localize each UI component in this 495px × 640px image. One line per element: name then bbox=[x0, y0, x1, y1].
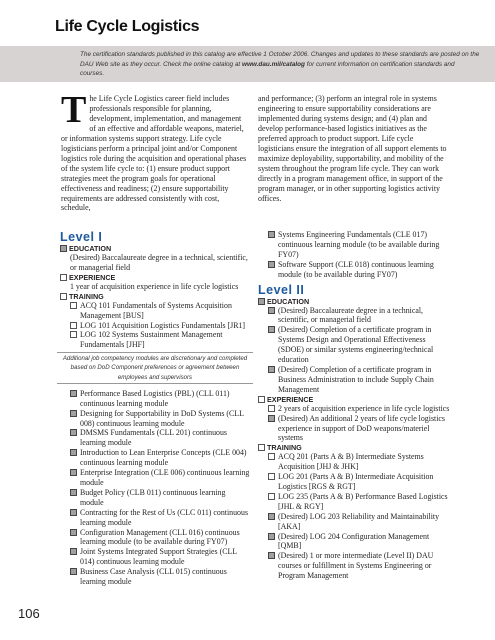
list-item bbox=[60, 428, 250, 448]
level-one-heading: Level I bbox=[60, 230, 103, 244]
checkbox-icon bbox=[70, 489, 77, 496]
notice-suffix: for current information on certification standards and courses. bbox=[80, 60, 455, 78]
list-item-text: (Desired) Completion of a certificate program in Systems Design and Operational Effectiveness (SDOE) or similar systems engineering/technical education bbox=[278, 325, 434, 365]
level-one-education-heading bbox=[60, 244, 250, 253]
level-one-training-heading bbox=[60, 292, 250, 301]
level-two-column bbox=[258, 230, 453, 581]
checkbox-icon bbox=[268, 493, 275, 500]
list-item bbox=[60, 448, 250, 468]
list-item bbox=[258, 404, 453, 414]
level-two-training-heading bbox=[258, 443, 453, 452]
level-one-experience-heading bbox=[60, 273, 250, 282]
list-item bbox=[60, 547, 250, 567]
list-item-text: Systems Engineering Fundamentals (CLE 017) continuous learning module (to be available during FY07) bbox=[278, 230, 440, 259]
list-item bbox=[60, 301, 250, 321]
section-label: TRAINING bbox=[267, 443, 302, 453]
list-item bbox=[60, 508, 250, 528]
list-item-text: LOG 201 (Parts A & B) Intermediate Acquisition Logistics [RGS & RGT] bbox=[278, 472, 434, 492]
checkbox-icon bbox=[258, 396, 265, 403]
checkbox-icon bbox=[70, 529, 77, 536]
checkbox-icon bbox=[268, 453, 275, 460]
list-item bbox=[60, 330, 250, 350]
list-item-text: (Desired) LOG 203 Reliability and Maintainability [AKA] bbox=[278, 511, 440, 531]
checkbox-icon bbox=[268, 415, 275, 422]
list-item-text: (Desired) An additional 2 years of life cycle logistics experience in support of DoD weapons/materiel systems bbox=[278, 413, 445, 443]
checkbox-icon bbox=[70, 469, 77, 476]
list-item-text: Enterprise Integration (CLE 006) continuous learning module bbox=[80, 468, 250, 488]
list-item-text: Configuration Management (CLL 016) continuous learning module (to be available during FY07) bbox=[80, 527, 240, 547]
list-item-text: Software Support (CLE 018) continuous learning module (to be available during FY07) bbox=[278, 259, 434, 279]
checkbox-icon bbox=[70, 390, 77, 397]
checkbox-icon bbox=[268, 366, 275, 373]
checkbox-icon bbox=[70, 548, 77, 555]
checkbox-icon bbox=[268, 533, 275, 540]
notice-prefix: The certification standards published in this catalog are effective 1 October 2006. Changes and updates to these standards are posted on the DAU Web site as they occur. Check the online catalog at bbox=[80, 51, 480, 68]
checkbox-icon bbox=[258, 444, 265, 451]
checkbox-icon bbox=[70, 410, 77, 417]
page-number: 106 bbox=[18, 606, 40, 621]
checkbox-icon bbox=[70, 331, 77, 338]
checkbox-icon bbox=[70, 322, 77, 329]
list-item-text: Contracting for the Rest of Us (CLC 011) continuous learning module bbox=[80, 507, 249, 527]
list-item bbox=[60, 389, 250, 409]
checkbox-icon bbox=[268, 307, 275, 314]
checkbox-icon bbox=[70, 429, 77, 436]
list-item bbox=[60, 409, 250, 429]
list-item-text: LOG 101 Acquisition Logistics Fundamentals [JR1] bbox=[80, 320, 246, 330]
checkbox-icon bbox=[268, 513, 275, 520]
list-item bbox=[258, 325, 453, 365]
list-item-text: Performance Based Logistics (PBL) (CLL 011) continuous learning module bbox=[80, 388, 230, 408]
list-item-text: (Desired) Completion of a certificate program in Business Administration to include Supply Chain Management bbox=[278, 364, 434, 394]
list-item bbox=[258, 532, 453, 552]
list-item-text: ACQ 201 (Parts A & B) Intermediate Systems Acquisition [JHJ & JHK] bbox=[278, 452, 424, 472]
checkbox-icon bbox=[268, 326, 275, 333]
checkbox-icon bbox=[268, 261, 275, 268]
list-item bbox=[258, 306, 453, 326]
list-item-text: LOG 235 (Parts A & B) Performance Based Logistics [JHL & RGY] bbox=[278, 491, 448, 511]
section-label: EXPERIENCE bbox=[267, 394, 314, 404]
list-item bbox=[258, 452, 453, 472]
section-label: EDUCATION bbox=[69, 244, 112, 253]
list-item bbox=[60, 488, 250, 508]
list-item-text: LOG 102 Systems Sustainment Management Fundamentals [JHF] bbox=[80, 330, 223, 350]
list-item bbox=[60, 567, 250, 587]
level-one-education-text: (Desired) Baccalaureate degree in a technical, scientific, or managerial field bbox=[70, 253, 248, 272]
level-two-experience-heading bbox=[258, 395, 453, 404]
list-item-text: (Desired) LOG 204 Configuration Management [QMB] bbox=[278, 531, 430, 551]
list-item bbox=[258, 551, 453, 581]
list-item-text: DMSMS Fundamentals (CLL 201) continuous learning module bbox=[80, 428, 227, 448]
page-title: Life Cycle Logistics bbox=[55, 18, 200, 35]
checkbox-icon bbox=[268, 405, 275, 412]
list-item-text: Joint Systems Integrated Support Strategies (CLL 014) continuous learning module bbox=[80, 547, 237, 567]
list-item-text: Budget Policy (CLB 011) continuous learning module bbox=[80, 487, 226, 507]
list-item bbox=[258, 230, 453, 260]
checkbox-icon bbox=[70, 568, 77, 575]
list-item bbox=[60, 468, 250, 488]
list-item bbox=[258, 512, 453, 532]
list-item bbox=[60, 321, 250, 331]
additional-modules-note: Additional job competency modules are discretionary and completed based on DoD Component preferences or agreement between employees and supervisors bbox=[57, 352, 253, 384]
section-label: EDUCATION bbox=[267, 296, 310, 306]
checkbox-icon bbox=[268, 473, 275, 480]
list-item-text: (Desired) Baccalaureate degree in a technical, scientific, or managerial field bbox=[278, 305, 424, 325]
list-item bbox=[258, 365, 453, 395]
section-label: TRAINING bbox=[69, 291, 104, 301]
intro-right-column: and performance; (3) perform an integral role in systems engineering to ensure supportability considerations are implemented during systems design; and (4) plan and develop performance-based logistics initiatives as the preferred approach to product support. Life cycle logisticians ensure the integration of all support elements to maximize deployability, supportability, and mobility of the system throughout the program life cycle. They can work directly in a program management office, in support of the program manager, or in other supporting logistics activity offices. bbox=[258, 94, 447, 203]
list-item-text: Business Case Analysis (CLL 015) continuous learning module bbox=[80, 567, 227, 587]
list-item bbox=[60, 528, 250, 548]
level-one-experience-text: 1 year of acquisition experience in life cycle logistics bbox=[70, 281, 239, 291]
checkbox-icon bbox=[60, 293, 67, 300]
list-item bbox=[258, 472, 453, 492]
list-item bbox=[258, 492, 453, 512]
checkbox-icon bbox=[70, 449, 77, 456]
list-item-text: 2 years of acquisition experience in life cycle logistics bbox=[278, 403, 450, 413]
list-item-text: Introduction to Lean Enterprise Concepts (CLE 004) continuous learning module bbox=[80, 448, 247, 468]
certification-notice bbox=[80, 50, 480, 79]
drop-cap: T bbox=[61, 89, 87, 131]
checkbox-icon bbox=[70, 302, 77, 309]
level-two-heading: Level II bbox=[258, 282, 305, 297]
checkbox-icon bbox=[60, 245, 67, 252]
checkbox-icon bbox=[70, 509, 77, 516]
checkbox-icon bbox=[258, 298, 265, 305]
intro-left-text: he Life Cycle Logistics career field includes professionals responsible for planning, development, implementation, and management of an effective and affordable weapons, materiel, or information systems support strategy. Life cycle logisticians perform a principal joint and/or Component logistics role during the acquisition and operational phases of the system life cycle to: (1) ensure product support strategies meet the program goals for operational effectiveness and readiness; (2) ensure supportability requirements are addressed consistently with cost, schedule, bbox=[61, 94, 247, 213]
list-item-text: Designing for Supportability in DoD Systems (CLL 008) continuous learning module bbox=[80, 408, 244, 428]
checkbox-icon bbox=[268, 231, 275, 238]
level-two-education-heading bbox=[258, 297, 453, 306]
list-item-text: ACQ 101 Fundamentals of Systems Acquisition Management [BUS] bbox=[80, 300, 232, 320]
catalog-link[interactable]: www.dau.mil/catalog bbox=[241, 60, 305, 68]
checkbox-icon bbox=[268, 552, 275, 559]
section-label: EXPERIENCE bbox=[69, 272, 116, 282]
list-item-text: (Desired) 1 or more intermediate (Level II) DAU courses or fulfillment in Systems Engineering or Program Management bbox=[278, 551, 434, 581]
list-item bbox=[258, 414, 453, 444]
list-item bbox=[258, 260, 453, 280]
intro-left-column bbox=[61, 89, 247, 213]
level-one-column bbox=[60, 230, 250, 587]
checkbox-icon bbox=[60, 274, 67, 281]
